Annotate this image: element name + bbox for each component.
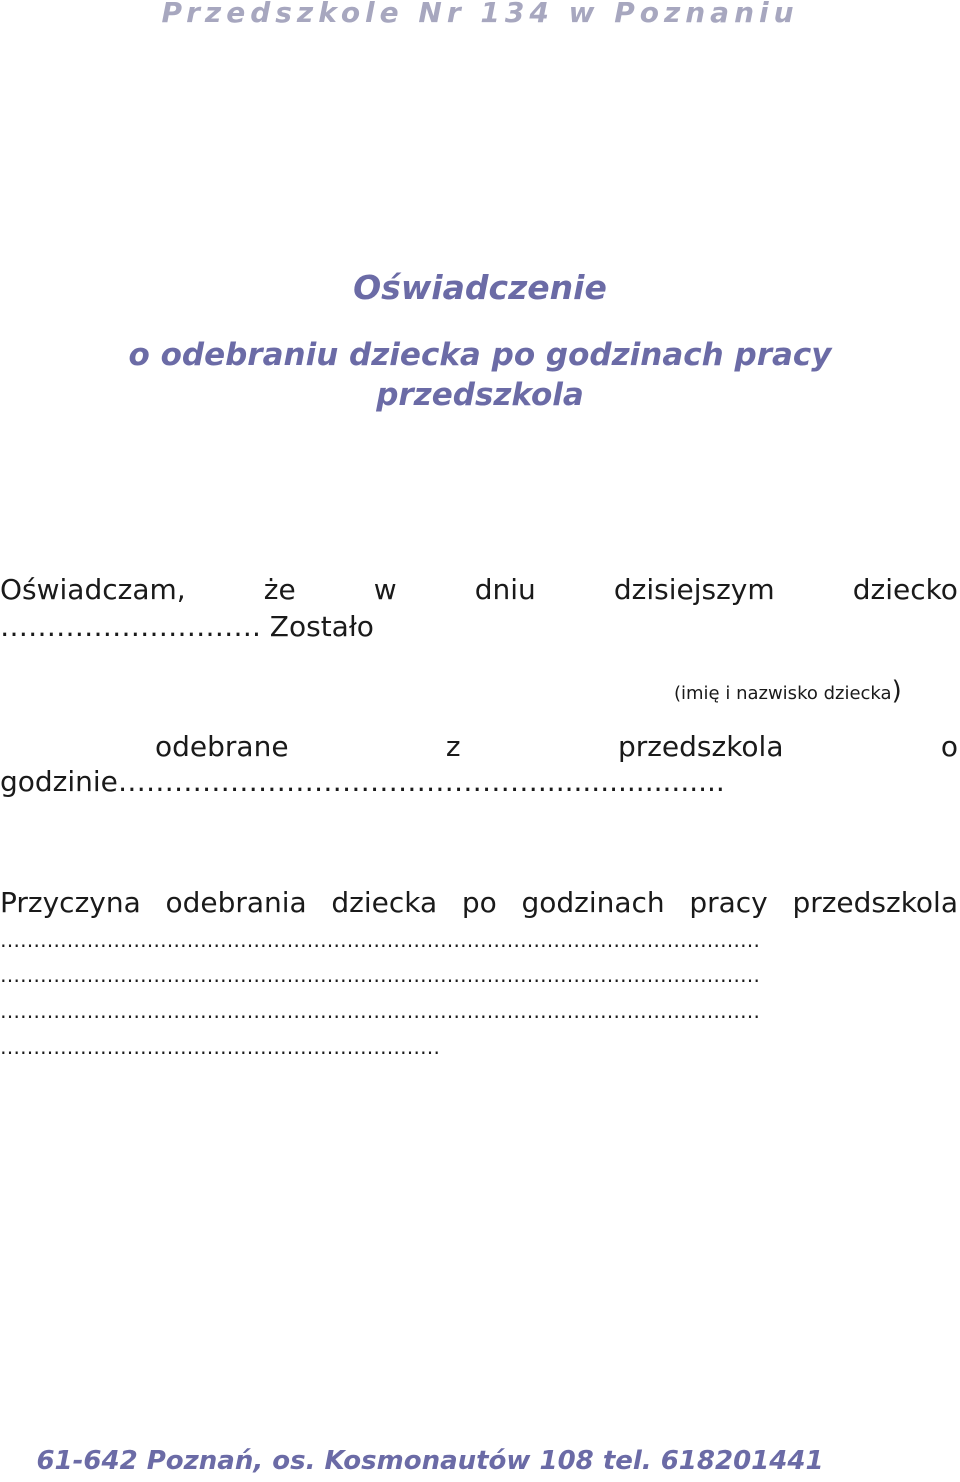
school-header: Przedszkole Nr 134 w Poznaniu (161, 0, 799, 29)
statement-word: dzisiejszym (613, 573, 775, 606)
document-subtitle-line-2: przedszkola (376, 377, 584, 413)
child-name-caption (674, 676, 902, 706)
reason-word: przedszkola (792, 886, 958, 919)
pickup-time-blank-line: godzinie………………………………………..................... (0, 765, 725, 798)
reason-blank-line: …………………………………………………………………………………………………… (0, 928, 760, 952)
reason-word: godzinach (521, 886, 665, 919)
reason-word: dziecka (331, 886, 438, 919)
statement-line-3 (155, 730, 958, 763)
statement-word: przedszkola (617, 730, 784, 763)
child-name-caption-paren: ) (891, 676, 902, 706)
statement-line-1 (0, 573, 958, 606)
reason-heading-line (0, 886, 958, 919)
reason-word: pracy (689, 886, 768, 919)
statement-word: Oświadczam, (0, 573, 186, 606)
document-subtitle-line-1: o odebraniu dziecka po godzinach pracy (128, 337, 832, 373)
child-name-blank-line: ………………………. Zostało (0, 610, 374, 643)
statement-word: w (373, 573, 397, 606)
reason-word: odebrania (165, 886, 307, 919)
statement-word: o (940, 730, 958, 763)
document-title: Oświadczenie (353, 268, 607, 307)
statement-word: dziecko (852, 573, 958, 606)
reason-word: po (461, 886, 497, 919)
reason-blank-line: …………………………………………………………………………………………………… (0, 999, 760, 1023)
statement-word: z (445, 730, 461, 763)
school-address-footer: 61-642 Poznań, os. Kosmonautów 108 tel. 618201441 (36, 1446, 824, 1476)
reason-word: Przyczyna (0, 886, 141, 919)
statement-word: że (263, 573, 296, 606)
reason-blank-line: ………………………………………………………… (0, 1035, 440, 1059)
statement-word: odebrane (155, 730, 289, 763)
child-name-caption-text: (imię i nazwisko dziecka (674, 683, 892, 704)
document-subtitle (0, 335, 960, 415)
reason-blank-line: …………………………………………………………………………………………………… (0, 963, 760, 987)
statement-word: dniu (474, 573, 536, 606)
